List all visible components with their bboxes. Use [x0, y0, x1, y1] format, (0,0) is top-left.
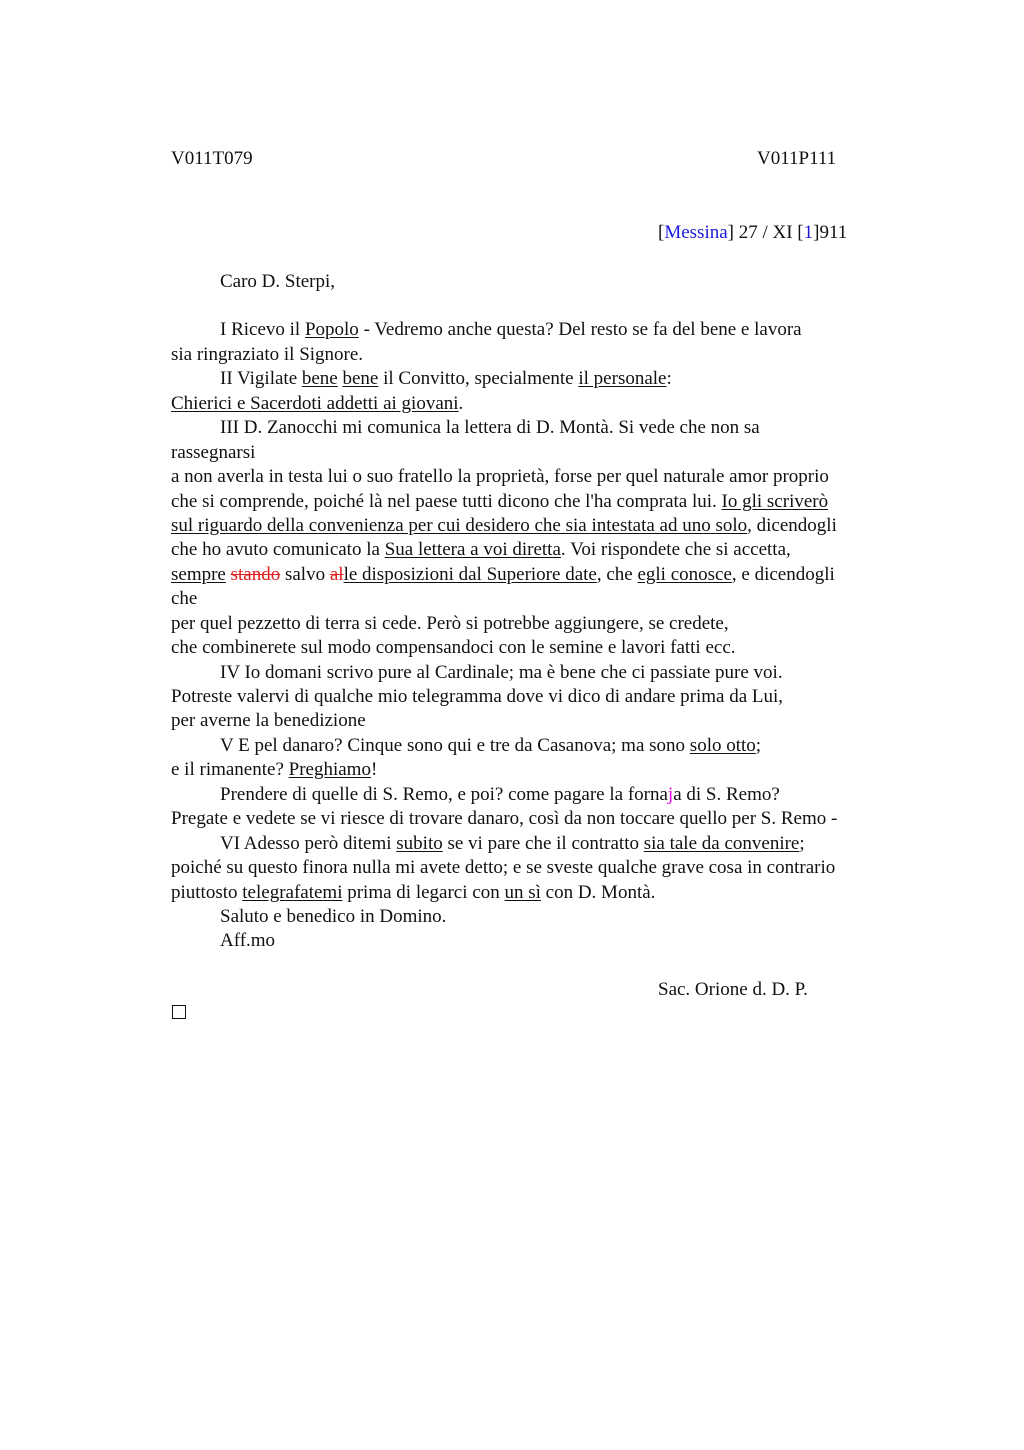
- text-run: II Vigilate: [220, 368, 302, 389]
- text-run: che ho avuto comunicato la: [171, 539, 385, 560]
- underlined-run: subito: [396, 833, 443, 854]
- text-run: - Vedremo anche questa? Del resto se fa del bene e lavora: [358, 319, 802, 340]
- text-run: ;: [799, 833, 805, 854]
- paragraph-3-line-2: rassegnarsi: [171, 442, 256, 463]
- greeting: Caro D. Sterpi,: [220, 271, 336, 292]
- text-run: piuttosto: [171, 882, 243, 903]
- date-place: Messina: [664, 222, 728, 243]
- underlined-run: un sì: [504, 882, 541, 903]
- text-run: , dicendogli: [747, 515, 837, 536]
- paragraph-5-line-2: [171, 758, 377, 782]
- text-run: se vi pare che il contratto: [442, 833, 644, 854]
- underlined-run: il personale: [578, 368, 667, 389]
- text-run: il Convitto, specialmente: [378, 368, 579, 389]
- underlined-run: Sua lettera a voi diretta: [384, 539, 561, 560]
- date-year: ]911: [813, 222, 848, 243]
- text-run: .: [458, 393, 464, 414]
- text-run: V E pel danaro? Cinque sono qui e tre da Casanova; ma sono: [220, 735, 690, 756]
- text-run: con D. Montà.: [540, 882, 656, 903]
- text-run: VI Adesso però ditemi: [220, 833, 397, 854]
- text-run: che si comprende, poiché là nel paese tutti dicono che l'ha comprata lui.: [171, 491, 722, 512]
- underlined-run: Preghiamo: [288, 759, 371, 780]
- underlined-run: Popolo: [304, 319, 359, 340]
- paragraph-4-line-3: per averne la benedizione: [171, 710, 366, 731]
- paragraph-2-line-2: [171, 392, 463, 416]
- underlined-run: sempre: [171, 564, 226, 585]
- paragraph-3-line-3: a non averla in testa lui o suo fratello la proprietà, forse per quel naturale amor proprio: [171, 466, 829, 487]
- text-run: , e dicendogli: [731, 564, 835, 585]
- text-run: I Ricevo il: [220, 319, 305, 340]
- paragraph-3-line-10: che combinerete sul modo compensandoci con le semine e lavori fatti ecc.: [171, 637, 736, 658]
- closing-salutation: Saluto e benedico in Domino.: [220, 906, 447, 927]
- date-day-month: ] 27 / XI [: [727, 222, 804, 243]
- deleted-run: stando: [230, 564, 281, 585]
- text-run: salvo: [280, 564, 330, 585]
- paragraph-5-line-3: [220, 783, 780, 807]
- underlined-run: bene: [301, 368, 338, 389]
- text-run: Prendere di quelle di S. Remo, e poi? come pagare la forna: [220, 784, 668, 805]
- paragraph-1: [220, 318, 802, 342]
- paragraph-4-line-2: Potreste valervi di qualche mio telegramma dove vi dico di andare prima da Lui,: [171, 686, 784, 707]
- text-run: !: [370, 759, 378, 780]
- text-run: :: [666, 368, 672, 389]
- document-code-right: V011P111: [757, 148, 837, 169]
- text-run: ;: [755, 735, 762, 756]
- text-run: e il rimanente?: [171, 759, 289, 780]
- paragraph-3: III D. Zanocchi mi comunica la lettera di D. Montà. Si vede che non sa: [220, 417, 760, 438]
- paragraph-6-line-3: [171, 881, 655, 905]
- underlined-run: sul riguardo della convenienza per cui desidero che sia intestata ad uno solo: [171, 515, 748, 536]
- underlined-run: telegrafatemi: [242, 882, 343, 903]
- signature: Sac. Orione d. D. P.: [658, 979, 808, 1000]
- paragraph-6: [220, 832, 805, 856]
- paragraph-4: IV Io domani scrivo pure al Cardinale; ma è bene che ci passiate pure voi.: [220, 662, 783, 683]
- underlined-run: solo otto: [689, 735, 756, 756]
- paragraph-3-line-7: [171, 563, 835, 587]
- paragraph-3-line-9: per quel pezzetto di terra si cede. Però si potrebbe aggiungere, se credete,: [171, 613, 729, 634]
- paragraph-3-line-4: [171, 490, 828, 514]
- underlined-run: Io gli scriverò: [721, 491, 829, 512]
- underlined-run: sia tale da convenire: [643, 833, 800, 854]
- inserted-letter: j: [667, 784, 674, 805]
- underlined-run: bene: [342, 368, 379, 389]
- date-year-digit: 1: [803, 222, 814, 243]
- paragraph-3-line-5: [171, 514, 837, 538]
- underlined-run: Chierici e Sacerdoti addetti ai giovani: [171, 393, 459, 414]
- paragraph-6-line-2: poiché su questo finora nulla mi avete detto; e se sveste qualche grave cosa in contrario: [171, 857, 836, 878]
- document-code-left: V011T079: [171, 148, 253, 169]
- date-bracket: [: [658, 222, 665, 243]
- text-run: a di S. Remo?: [673, 784, 780, 805]
- underlined-run: egli conosce: [637, 564, 732, 585]
- text-run: . Voi rispondete che si accetta,: [560, 539, 791, 560]
- paragraph-3-line-6: [171, 538, 791, 562]
- deleted-run: al: [329, 564, 344, 585]
- paragraph-5: [220, 734, 761, 758]
- paragraph-2: [220, 367, 672, 391]
- checkbox-square-icon: [172, 1005, 186, 1019]
- underlined-run: le disposizioni dal Superiore date: [343, 564, 597, 585]
- letter-date: [658, 221, 847, 245]
- paragraph-1-line-2: sia ringraziato il Signore.: [171, 344, 364, 365]
- paragraph-3-line-8: che: [171, 588, 198, 609]
- text-run: , che: [596, 564, 638, 585]
- paragraph-5-line-4: Pregate e vedete se vi riesce di trovare danaro, così da non toccare quello per S. Remo -: [171, 808, 838, 829]
- text-run: prima di legarci con: [342, 882, 505, 903]
- closing-affmo: Aff.mo: [220, 930, 276, 951]
